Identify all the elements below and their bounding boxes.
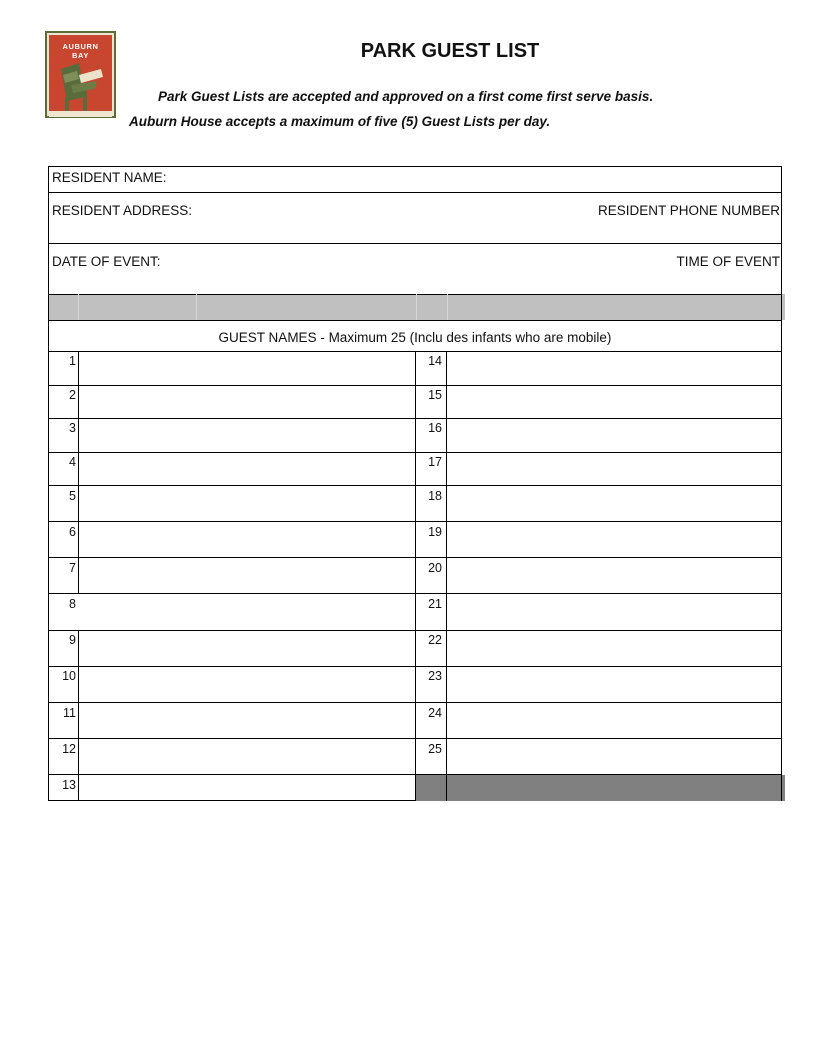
guest-list-form [48,166,782,801]
guest-names-header: GUEST NAMES - Maximum 25 (Inclu des infants who are mobile) [218,330,612,345]
guest-number: 7 [69,561,76,575]
guest-number: 20 [428,561,442,575]
guest-number: 18 [428,489,442,503]
guest-number: 19 [428,525,442,539]
approval-note: Park Guest Lists are accepted and approved on a first come first serve basis. [158,89,654,104]
guest-number: 11 [63,706,76,720]
logo-text-bottom: BAY [72,51,89,60]
guest-number: 8 [69,597,76,611]
guest-number: 24 [428,706,442,720]
guest-number: 23 [428,669,442,683]
guest-number: 15 [428,388,442,402]
guest-number: 13 [62,778,76,792]
shaded-cell [416,775,785,801]
limit-note: Auburn House accepts a maximum of five (5) Guest Lists per day. [129,114,551,129]
guest-number: 5 [69,489,76,503]
guest-number: 10 [62,669,76,683]
resident-address-label: RESIDENT ADDRESS: [52,203,193,218]
date-of-event-label: DATE OF EVENT: [52,254,161,269]
guest-number: 12 [62,742,76,756]
date-of-event-field[interactable] [163,246,563,290]
guest-number: 16 [428,421,442,435]
guest-number: 22 [428,633,442,647]
guest-number: 25 [428,742,442,756]
page-title: PARK GUEST LIST [360,40,540,62]
resident-name-field[interactable] [168,168,768,190]
resident-phone-label: RESIDENT PHONE NUMBER [597,203,780,218]
resident-phone-field[interactable] [608,222,778,240]
guest-number: 9 [69,633,76,647]
guest-number: 1 [69,354,76,368]
time-of-event-label: TIME OF EVENT [676,254,780,269]
guest-number: 14 [428,354,442,368]
guest-number: 4 [69,455,76,469]
logo-text-top: AUBURN [62,42,99,51]
guest-number: 21 [428,597,442,611]
guest-number: 3 [69,421,76,435]
guest-number: 6 [69,525,76,539]
resident-name-label: RESIDENT NAME: [52,170,167,185]
time-of-event-field[interactable] [648,273,778,291]
guest-number: 17 [428,455,442,469]
resident-address-field[interactable] [188,196,588,240]
guest-number: 2 [69,388,76,402]
